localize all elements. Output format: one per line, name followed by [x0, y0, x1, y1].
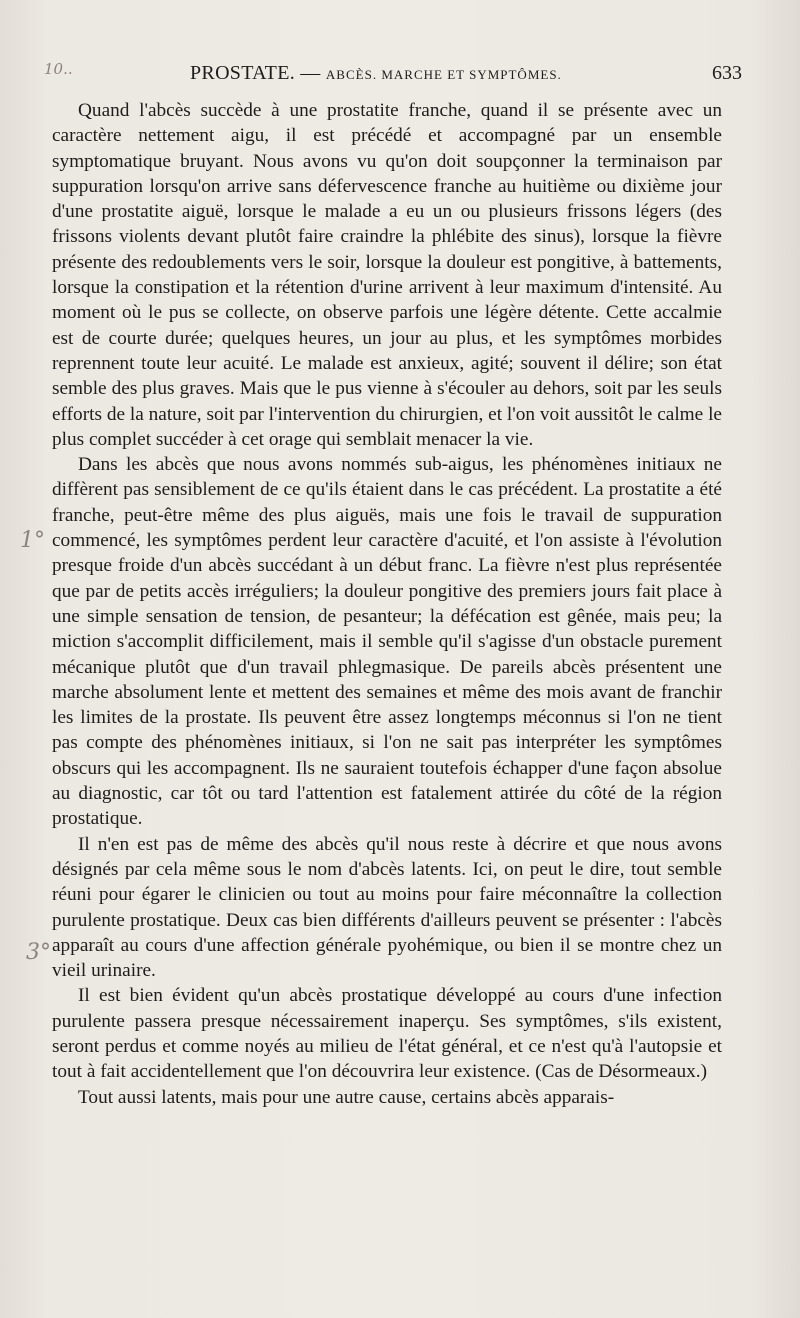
- running-title: [190, 62, 562, 85]
- paragraph: Tout aussi latents, mais pour une autre cause, certains abcès apparais-: [78, 1086, 615, 1108]
- pencil-margin-note: 1°: [20, 528, 45, 553]
- running-header: [52, 62, 742, 88]
- pencil-margin-note: 10..: [44, 60, 73, 78]
- paragraph: Dans les abcès que nous avons nommés sub-aigus, les phénomènes initiaux ne diffèrent pas sensiblement de ce qu'ils étaient dans le cas précédent. La prostatite a été franche, peut-être même des plus aiguës, mais une fois le travail de suppuration commencé, les symptômes perdent leur caractère d'acuité, et l'on assiste à l'évolution presque froide d'un abcès succédant à un début franc. La fièvre n'est plus représentée que par de petits accès irréguliers; la douleur pongitive des premiers jours fait place à une simple sensation de tension, de pesanteur; la défécation est gênée, mais peu; la miction s'accomplit difficilement, mais il semble qu'il s'agisse d'un obstacle purement mécanique plutôt que d'un travail phlegmasique. De pareils abcès présentent une marche absolument lente et mettent des semaines et même des mois avant de franchir les limites de la prostate. Ils peuvent être assez longtemps méconnus si l'on ne tient pas compte des phénomènes initiaux, si l'on ne sait pas interpréter les symptômes obscurs qui les accompagnent. Ils ne sauraient toutefois échapper d'une façon absolue au diagnostic, car tôt ou tard l'attention est fatalement attirée du côté de la région prostatique.: [52, 454, 722, 830]
- paragraph: Il est bien évident qu'un abcès prostatique développé au cours d'une infection purulente passera presque nécessairement inaperçu. Ses symptômes, s'ils existent, seront perdus et comme noyés au milieu de l'état général, et ce n'est qu'à l'autopsie et tout à fait accidentellement que l'on découvrira leur existence. (Cas de Désormeaux.): [52, 985, 722, 1083]
- page-number: 633: [712, 62, 742, 84]
- running-title-subtitle: ABCÈS. MARCHE ET SYMPTÔMES.: [325, 67, 562, 82]
- paragraph: Quand l'abcès succède à une prostatite franche, quand il se présente avec un caractère nettement aigu, il est précédé et accompagné par un ensemble symptomatique bruyant. Nous avons vu qu'on doit soupçonner la terminaison par suppuration lorsqu'on arrive sans défervescence franche au huitième ou dixième jour d'une prostatite aiguë, lorsque le malade a eu un ou plusieurs frissons légers (des frissons violents devant plutôt faire craindre la phlébite des sinus), lorsque la fièvre présente des redoublements vers le soir, lorsque la douleur est pongitive, à battements, lorsque la constipation et la rétention d'urine arrivent à leur maximum d'intensité. Au moment où le pus se collecte, on observe parfois une légère détente. Cette accalmie est de courte durée; quelques heures, un jour au plus, et les symptômes morbides reprennent toute leur acuité. Le malade est anxieux, agité; souvent il délire; son état semble des plus graves. Mais que le pus vienne à s'écouler au dehors, soit par les seuls efforts de la nature, soit par l'intervention du chirurgien, et l'on voit aussitôt le calme le plus complet succéder à cet orage qui semblait menacer la vie.: [52, 100, 722, 450]
- running-title-main: PROSTATE. —: [190, 62, 321, 84]
- paragraph: Il n'en est pas de même des abcès qu'il nous reste à décrire et que nous avons désignés par cela même sous le nom d'abcès latents. Ici, on peut le dire, tout semble réuni pour égarer le clinicien ou tout au moins pour faire méconnaître la collection purulente prostatique. Deux cas bien différents d'ailleurs peuvent se présenter : l'abcès apparaît au cours d'une affection générale pyohémique, ou bien il se montre chez un vieil urinaire.: [52, 833, 722, 982]
- body-text: [52, 98, 722, 1110]
- pencil-margin-note: 3°: [26, 940, 51, 965]
